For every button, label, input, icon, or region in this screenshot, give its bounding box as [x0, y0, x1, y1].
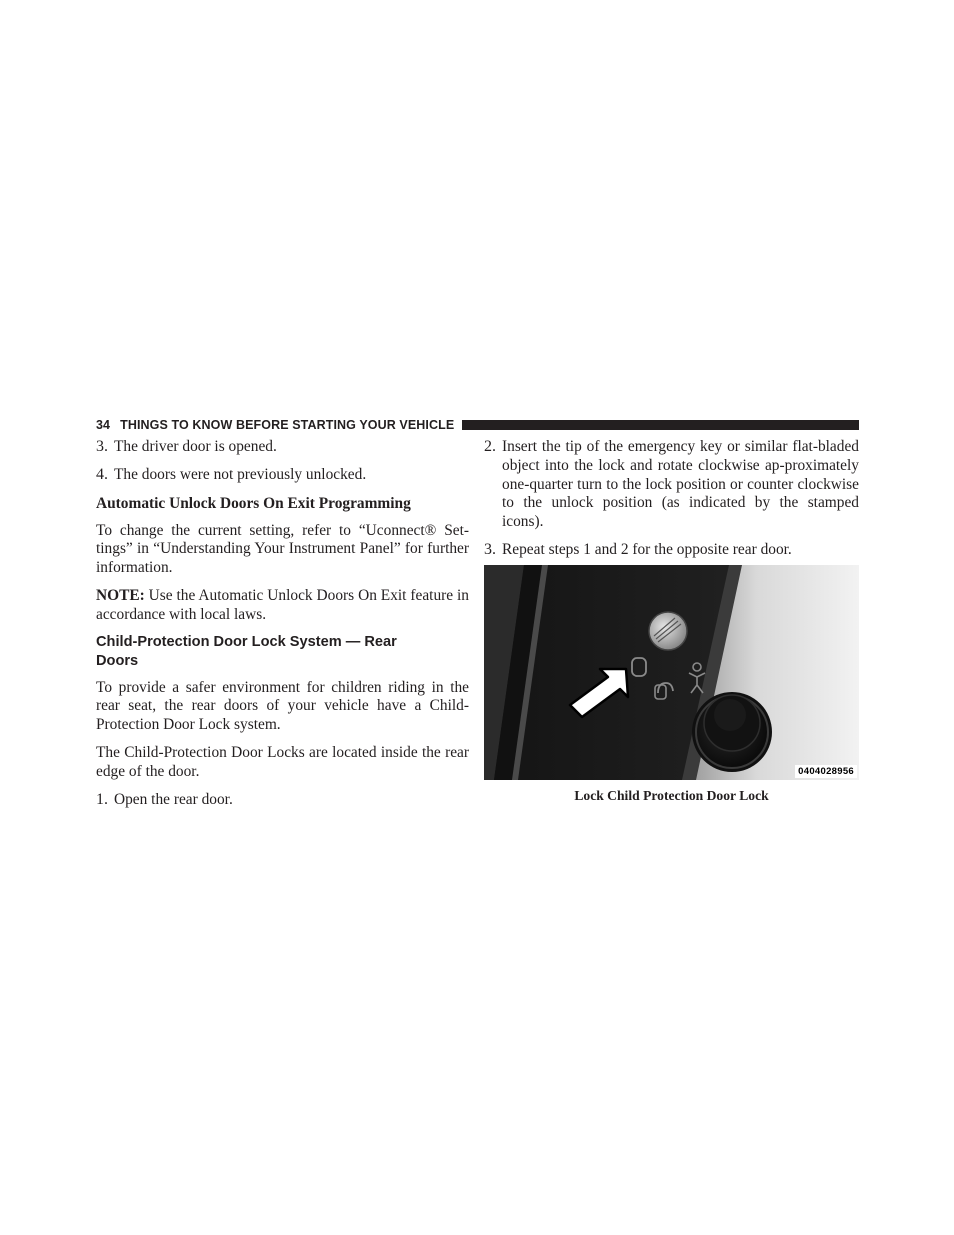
- child-lock-paragraph-1: To provide a safer environment for children riding in the rear seat, the rear doors of your vehicle have a Child-Protection Door Lock system.: [96, 678, 469, 734]
- list-text: Open the rear door.: [114, 790, 233, 808]
- page-number: 34: [96, 418, 111, 432]
- list-number: 3.: [484, 540, 496, 558]
- auto-unlock-heading: Automatic Unlock Doors On Exit Programming: [96, 494, 411, 512]
- left-column: [96, 438, 469, 809]
- list-item: [484, 438, 859, 532]
- door-lock-figure: [484, 565, 859, 780]
- list-text: Repeat steps 1 and 2 for the opposite rear door.: [502, 540, 792, 558]
- child-lock-paragraph-2: The Child-Protection Door Locks are located inside the rear edge of the door.: [96, 743, 469, 780]
- figure-caption: Lock Child Protection Door Lock: [574, 787, 769, 803]
- list-item: [96, 438, 469, 457]
- list-number: 1.: [96, 790, 108, 808]
- child-lock-heading: Child-Protection Door Lock System — Rear Doors: [96, 633, 397, 669]
- note-paragraph: [96, 587, 469, 625]
- door-lock-illustration: [484, 565, 859, 780]
- note-text: Use the Automatic Unlock Doors On Exit feature in accordance with local laws.: [96, 586, 469, 623]
- note-label: NOTE:: [96, 586, 145, 604]
- list-item: [96, 466, 469, 485]
- figure-code: 0404028956: [795, 765, 857, 778]
- list-number: 3.: [96, 438, 108, 455]
- list-text: The doors were not previously unlocked.: [114, 465, 367, 483]
- list-text: The driver door is opened.: [114, 438, 277, 455]
- page-header: [96, 417, 859, 433]
- right-column: [484, 438, 859, 805]
- auto-unlock-paragraph: To change the current setting, refer to “Uconnect® Set-tings” in “Understanding Your Instrument Panel” for further information.: [96, 521, 469, 577]
- list-number: 2.: [484, 438, 496, 455]
- list-text: Insert the tip of the emergency key or similar flat-bladed object into the lock and rotate clockwise ap-proximately one-quarter turn to the lock position or counter clockwise to the unlock position (as indicated by the stamped icons).: [502, 438, 859, 531]
- list-item: [484, 541, 859, 560]
- list-item: [96, 791, 469, 810]
- section-title: THINGS TO KNOW BEFORE STARTING YOUR VEHICLE: [120, 418, 455, 432]
- list-number: 4.: [96, 465, 108, 483]
- header-rule: [462, 420, 859, 430]
